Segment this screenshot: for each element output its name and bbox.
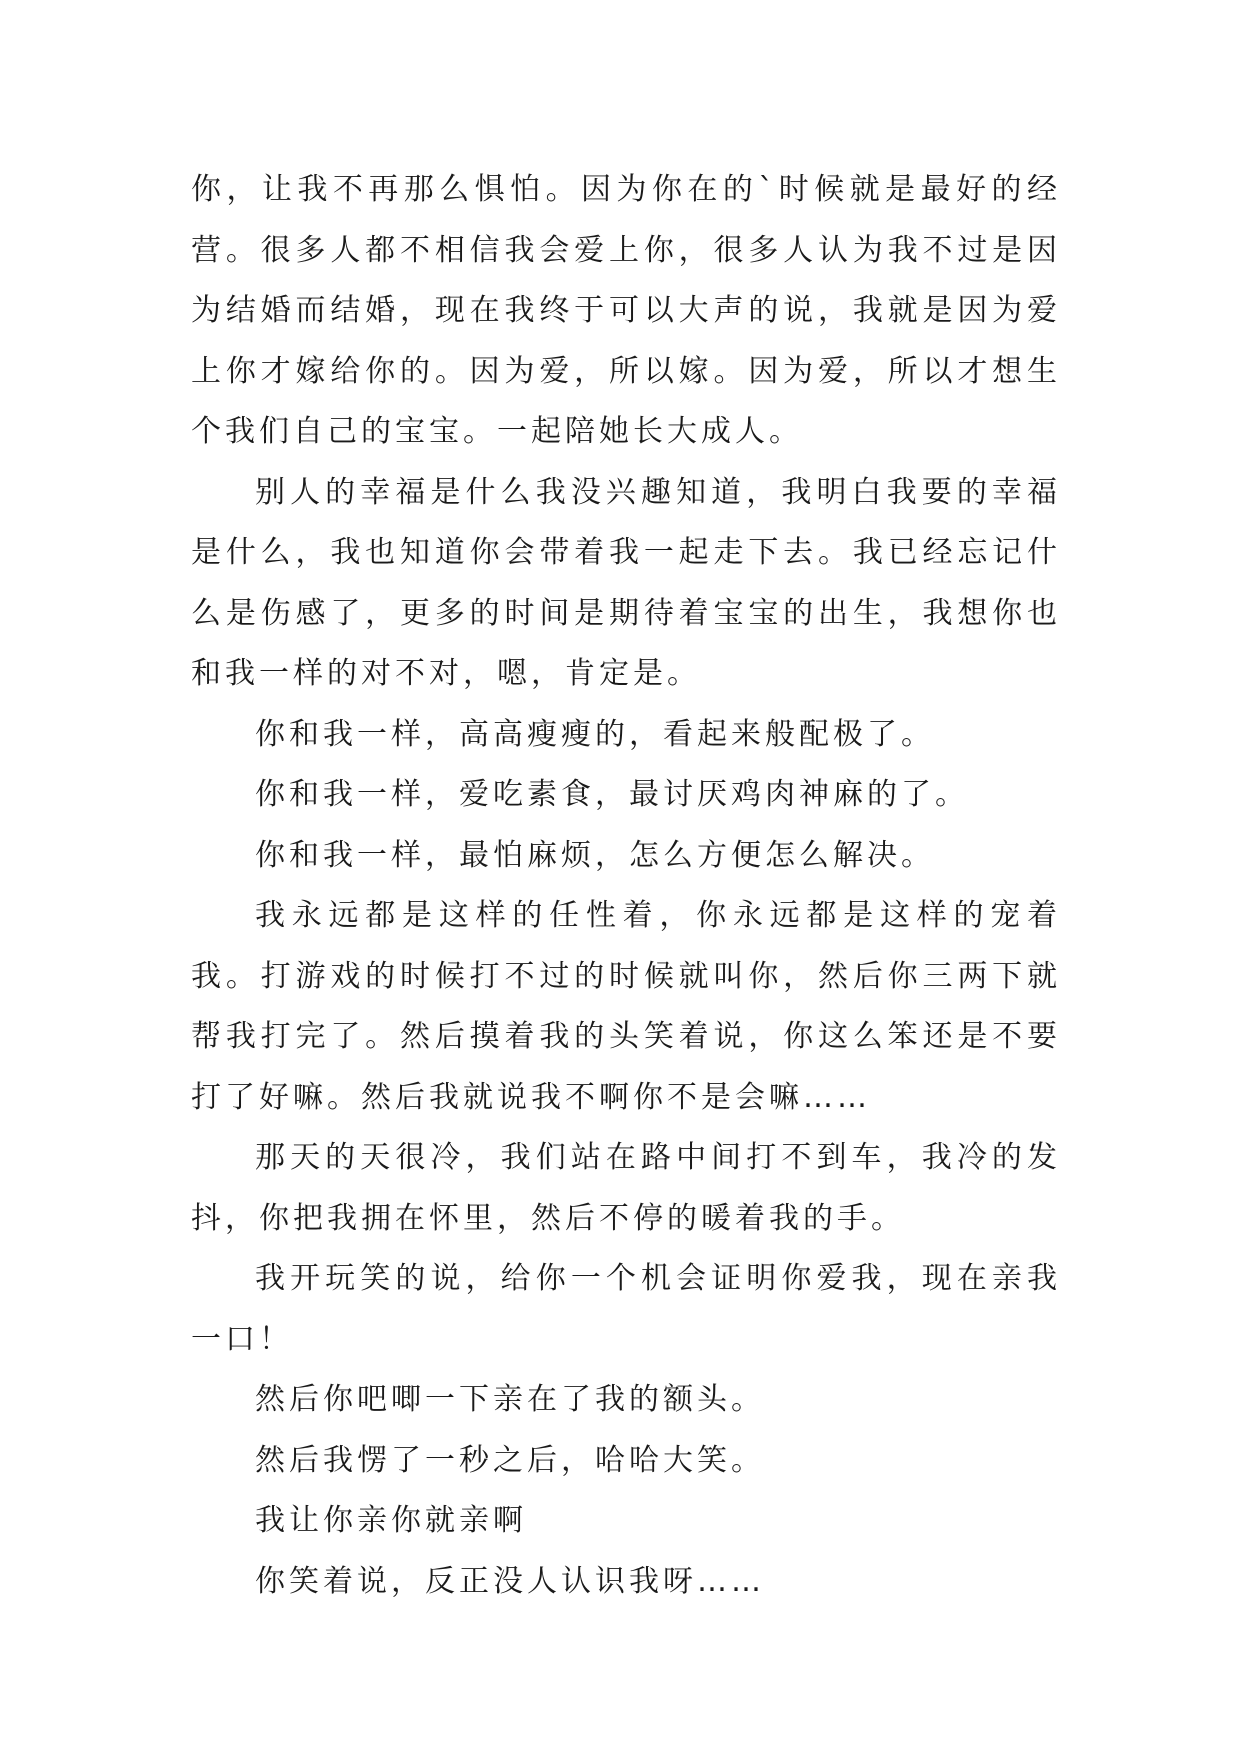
paragraph: 你和我一样，高高瘦瘦的，看起来般配极了。	[255, 716, 935, 752]
paragraph: 你笑着说，反正没人认识我呀……	[255, 1563, 765, 1599]
paragraph: 我永远都是这样的任性着，你永远都是这样的宠着我。打游戏的时候打不过的时候就叫你，然后你三两下就帮我打完了。然后摸着我的头笑着说，你这么笨还是不要打了好嘛。然后我就说我不啊你不是会嘛……	[191, 898, 1061, 1115]
paragraph: 你和我一样，爱吃素食，最讨厌鸡肉神麻的了。	[255, 777, 969, 812]
paragraph: 我让你亲你就亲啊	[255, 1503, 527, 1538]
paragraph: 我开玩笑的说，给你一个机会证明你爱我，现在亲我一口！	[191, 1261, 1061, 1357]
paragraph: 然后你吧唧一下亲在了我的额头。	[255, 1382, 765, 1417]
paragraph: 你，让我不再那么惧怕。因为你在的`时候就是最好的经营。很多人都不相信我会爱上你，很多人认为我不过是因为结婚而结婚，现在我终于可以大声的说，我就是因为爱上你才嫁给你的。因为爱，所以嫁。因为爱，所以才想生个我们自己的宝宝。一起陪她长大成人。	[191, 172, 1061, 449]
document-body	[191, 160, 1061, 1612]
paragraph: 那天的天很冷，我们站在路中间打不到车，我冷的发抖，你把我拥在怀里，然后不停的暖着我的手。	[191, 1140, 1061, 1236]
paragraph: 然后我愣了一秒之后，哈哈大笑。	[255, 1442, 765, 1478]
paragraph: 别人的幸福是什么我没兴趣知道，我明白我要的幸福是什么，我也知道你会带着我一起走下去。我已经忘记什么是伤感了，更多的时间是期待着宝宝的出生，我想你也和我一样的对不对，嗯，肯定是。	[191, 474, 1061, 691]
paragraph: 你和我一样，最怕麻烦，怎么方便怎么解决。	[255, 837, 935, 873]
